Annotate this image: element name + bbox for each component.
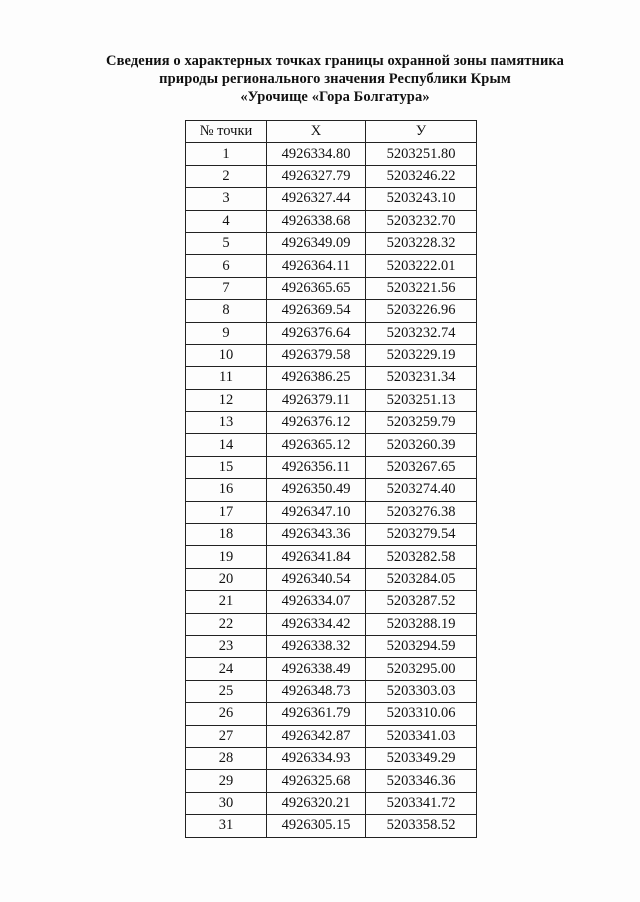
cell-point-number: 27 <box>186 725 267 747</box>
table-row <box>186 479 477 501</box>
table-row <box>186 613 477 635</box>
cell-point-number: 14 <box>186 434 267 456</box>
cell-point-number: 2 <box>186 165 267 187</box>
cell-x: 4926379.58 <box>267 344 366 366</box>
table-header-row <box>186 121 477 143</box>
coordinates-table <box>185 120 477 838</box>
table-row <box>186 367 477 389</box>
table-row <box>186 322 477 344</box>
cell-y: 5203251.80 <box>366 143 477 165</box>
cell-x: 4926334.07 <box>267 591 366 613</box>
cell-x: 4926365.12 <box>267 434 366 456</box>
cell-x: 4926356.11 <box>267 456 366 478</box>
header-y: У <box>366 121 477 143</box>
table-row <box>186 143 477 165</box>
title-line: «Урочище «Гора Болгатура» <box>240 89 430 105</box>
table-row <box>186 232 477 254</box>
cell-x: 4926341.84 <box>267 546 366 568</box>
cell-y: 5203276.38 <box>366 501 477 523</box>
table-row <box>186 568 477 590</box>
cell-y: 5203303.03 <box>366 680 477 702</box>
cell-point-number: 8 <box>186 300 267 322</box>
cell-y: 5203346.36 <box>366 770 477 792</box>
table-row <box>186 255 477 277</box>
title-line: Сведения о характерных точках границы охранной зоны памятника <box>106 53 564 69</box>
cell-y: 5203251.13 <box>366 389 477 411</box>
table-row <box>186 434 477 456</box>
cell-y: 5203284.05 <box>366 568 477 590</box>
cell-point-number: 11 <box>186 367 267 389</box>
cell-x: 4926334.93 <box>267 747 366 769</box>
cell-y: 5203229.19 <box>366 344 477 366</box>
table-row <box>186 501 477 523</box>
table-row <box>186 770 477 792</box>
cell-point-number: 7 <box>186 277 267 299</box>
cell-x: 4926338.49 <box>267 658 366 680</box>
cell-point-number: 31 <box>186 815 267 837</box>
cell-y: 5203341.72 <box>366 792 477 814</box>
cell-x: 4926343.36 <box>267 524 366 546</box>
cell-x: 4926349.09 <box>267 232 366 254</box>
table-row <box>186 456 477 478</box>
cell-point-number: 20 <box>186 568 267 590</box>
cell-point-number: 16 <box>186 479 267 501</box>
cell-y: 5203267.65 <box>366 456 477 478</box>
cell-y: 5203349.29 <box>366 747 477 769</box>
cell-x: 4926340.54 <box>267 568 366 590</box>
cell-point-number: 6 <box>186 255 267 277</box>
table-row <box>186 747 477 769</box>
cell-y: 5203274.40 <box>366 479 477 501</box>
cell-y: 5203231.34 <box>366 367 477 389</box>
cell-point-number: 3 <box>186 188 267 210</box>
cell-x: 4926338.68 <box>267 210 366 232</box>
table-row <box>186 165 477 187</box>
cell-point-number: 9 <box>186 322 267 344</box>
cell-y: 5203232.70 <box>366 210 477 232</box>
cell-y: 5203232.74 <box>366 322 477 344</box>
cell-x: 4926342.87 <box>267 725 366 747</box>
table-body <box>186 143 477 837</box>
cell-point-number: 17 <box>186 501 267 523</box>
cell-point-number: 1 <box>186 143 267 165</box>
table-row <box>186 277 477 299</box>
table-row <box>186 658 477 680</box>
cell-y: 5203341.03 <box>366 725 477 747</box>
table-row <box>186 703 477 725</box>
cell-x: 4926376.12 <box>267 412 366 434</box>
cell-y: 5203282.58 <box>366 546 477 568</box>
cell-x: 4926364.11 <box>267 255 366 277</box>
cell-x: 4926327.44 <box>267 188 366 210</box>
cell-point-number: 10 <box>186 344 267 366</box>
cell-x: 4926369.54 <box>267 300 366 322</box>
cell-point-number: 26 <box>186 703 267 725</box>
cell-x: 4926376.64 <box>267 322 366 344</box>
cell-point-number: 28 <box>186 747 267 769</box>
cell-point-number: 12 <box>186 389 267 411</box>
cell-point-number: 23 <box>186 635 267 657</box>
cell-y: 5203226.96 <box>366 300 477 322</box>
cell-y: 5203310.06 <box>366 703 477 725</box>
cell-point-number: 21 <box>186 591 267 613</box>
cell-y: 5203287.52 <box>366 591 477 613</box>
cell-y: 5203279.54 <box>366 524 477 546</box>
cell-x: 4926320.21 <box>267 792 366 814</box>
table-row <box>186 412 477 434</box>
cell-x: 4926386.25 <box>267 367 366 389</box>
title-line: природы регионального значения Республики Крым <box>159 71 511 87</box>
cell-y: 5203259.79 <box>366 412 477 434</box>
cell-y: 5203246.22 <box>366 165 477 187</box>
cell-x: 4926361.79 <box>267 703 366 725</box>
cell-point-number: 4 <box>186 210 267 232</box>
cell-x: 4926327.79 <box>267 165 366 187</box>
table-row <box>186 344 477 366</box>
cell-y: 5203260.39 <box>366 434 477 456</box>
cell-point-number: 13 <box>186 412 267 434</box>
table-row <box>186 210 477 232</box>
cell-point-number: 25 <box>186 680 267 702</box>
cell-point-number: 29 <box>186 770 267 792</box>
header-x: X <box>267 121 366 143</box>
cell-x: 4926334.42 <box>267 613 366 635</box>
cell-x: 4926348.73 <box>267 680 366 702</box>
table-row <box>186 524 477 546</box>
header-point-number: № точки <box>186 121 267 143</box>
table-row <box>186 725 477 747</box>
table-row <box>186 546 477 568</box>
cell-y: 5203288.19 <box>366 613 477 635</box>
table-row <box>186 188 477 210</box>
cell-point-number: 24 <box>186 658 267 680</box>
cell-x: 4926365.65 <box>267 277 366 299</box>
cell-y: 5203222.01 <box>366 255 477 277</box>
table-row <box>186 680 477 702</box>
table-row <box>186 389 477 411</box>
cell-x: 4926325.68 <box>267 770 366 792</box>
cell-y: 5203221.56 <box>366 277 477 299</box>
cell-x: 4926338.32 <box>267 635 366 657</box>
table-row <box>186 635 477 657</box>
cell-x: 4926347.10 <box>267 501 366 523</box>
cell-point-number: 5 <box>186 232 267 254</box>
document-title <box>40 52 630 106</box>
cell-y: 5203358.52 <box>366 815 477 837</box>
table-row <box>186 300 477 322</box>
cell-y: 5203243.10 <box>366 188 477 210</box>
cell-y: 5203228.32 <box>366 232 477 254</box>
cell-point-number: 18 <box>186 524 267 546</box>
table-row <box>186 792 477 814</box>
cell-point-number: 15 <box>186 456 267 478</box>
table-row <box>186 815 477 837</box>
cell-point-number: 30 <box>186 792 267 814</box>
cell-y: 5203295.00 <box>366 658 477 680</box>
cell-y: 5203294.59 <box>366 635 477 657</box>
cell-x: 4926350.49 <box>267 479 366 501</box>
cell-x: 4926305.15 <box>267 815 366 837</box>
table-row <box>186 591 477 613</box>
cell-point-number: 19 <box>186 546 267 568</box>
cell-x: 4926334.80 <box>267 143 366 165</box>
cell-point-number: 22 <box>186 613 267 635</box>
cell-x: 4926379.11 <box>267 389 366 411</box>
